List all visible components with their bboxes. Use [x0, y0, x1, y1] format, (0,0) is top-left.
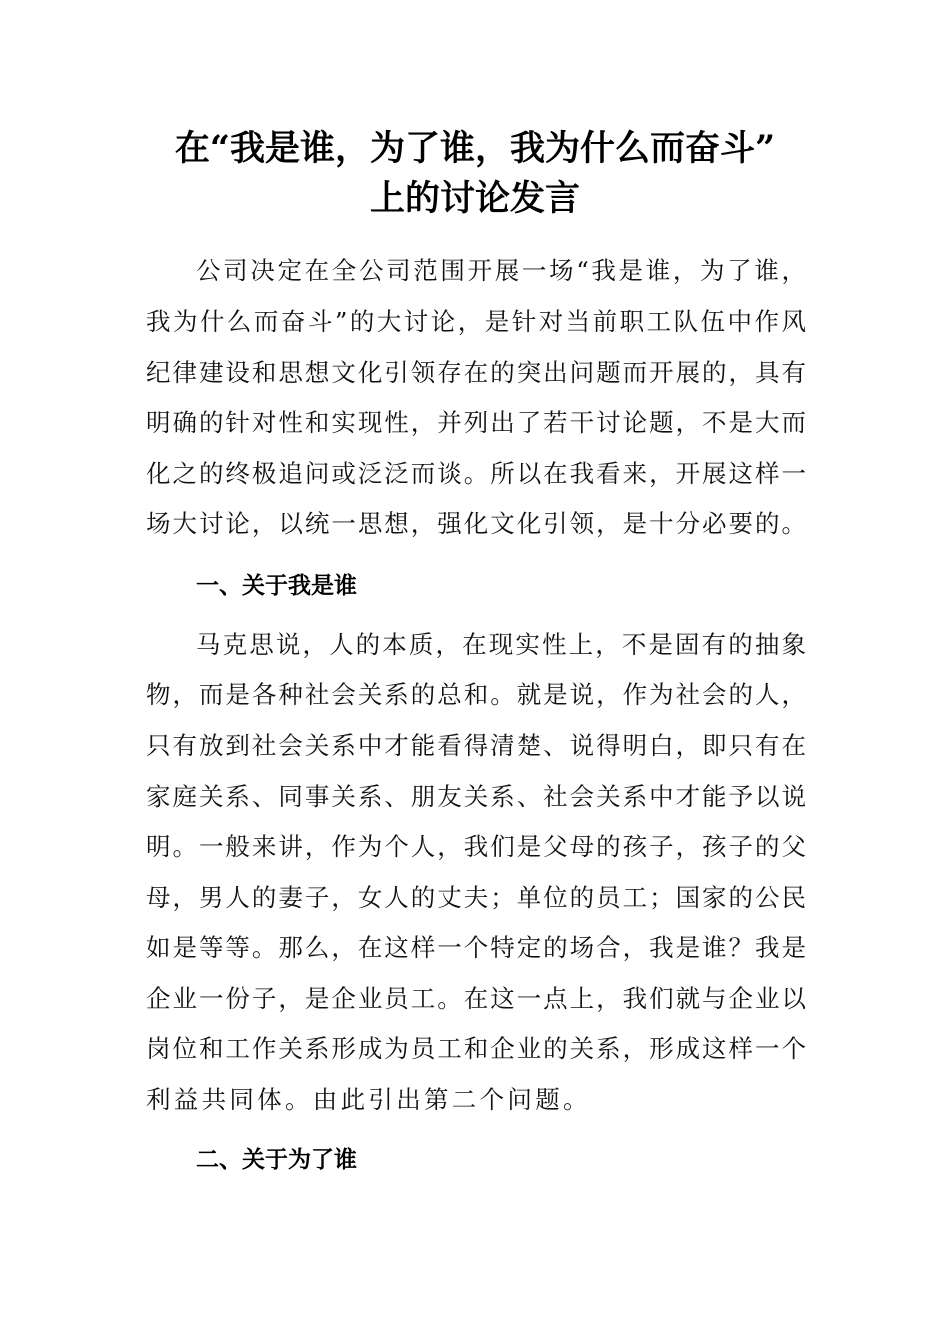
paragraph-2-line-7: 如是等等。那么，在这样一个特定的场合，我是谁？我是	[146, 933, 806, 962]
document-title-line-2: 上的讨论发言	[369, 178, 580, 219]
paragraph-2-line-2: 物，而是各种社会关系的总和。就是说，作为社会的人，	[146, 680, 806, 709]
paragraph-1-line-5: 化之的终极追问或泛泛而谈。所以在我看来，开展这样一	[146, 459, 806, 488]
paragraph-2-line-6: 母，男人的妻子，女人的丈夫；单位的员工；国家的公民	[146, 883, 806, 912]
paragraph-1-line-2: 我为什么而奋斗”的大讨论，是针对当前职工队伍中作风	[146, 307, 806, 336]
document-title-line-1: 在“我是谁，为了谁，我为什么而奋斗”	[174, 128, 776, 169]
paragraph-1-line-6: 场大讨论，以统一思想，强化文化引领，是十分必要的。	[146, 509, 806, 538]
paragraph-1-line-3: 纪律建设和思想文化引领存在的突出问题而开展的，具有	[146, 358, 806, 387]
section-heading-2: 二、关于为了谁	[196, 1147, 357, 1173]
paragraph-2-line-1: 马克思说，人的本质，在现实性上，不是固有的抽象	[196, 630, 806, 659]
paragraph-2-line-8: 企业一份子，是企业员工。在这一点上，我们就与企业以	[146, 984, 806, 1013]
paragraph-2-line-5: 明。一般来讲，作为个人，我们是父母的孩子，孩子的父	[146, 832, 806, 861]
paragraph-2-line-9: 岗位和工作关系形成为员工和企业的关系，形成这样一个	[146, 1034, 806, 1063]
section-heading-1: 一、关于我是谁	[196, 573, 357, 599]
paragraph-2-line-10: 利益共同体。由此引出第二个问题。	[146, 1085, 591, 1114]
paragraph-1-line-4: 明确的针对性和实现性，并列出了若干讨论题，不是大而	[146, 408, 806, 437]
paragraph-2-line-4: 家庭关系、同事关系、朋友关系、社会关系中才能予以说	[146, 782, 806, 811]
paragraph-1-line-1: 公司决定在全公司范围开展一场“我是谁，为了谁，	[196, 256, 806, 285]
paragraph-2-line-3: 只有放到社会关系中才能看得清楚、说得明白，即只有在	[146, 731, 806, 760]
